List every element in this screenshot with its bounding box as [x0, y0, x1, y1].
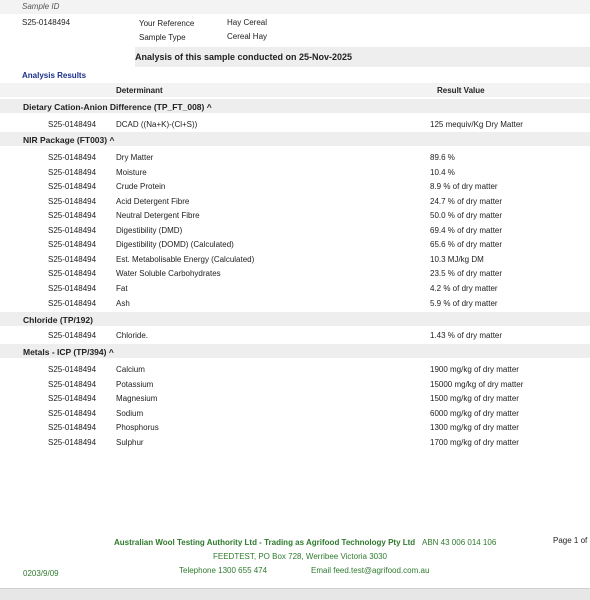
your-reference-label: Your Reference — [139, 19, 195, 28]
table-cell-sample-id: S25-0148494 — [48, 225, 97, 235]
section-title: Dietary Cation-Anion Difference (TP_FT_008) ^ — [23, 102, 212, 112]
table-cell-sample-id: S25-0148494 — [48, 167, 97, 177]
sample-id-label: Sample ID — [22, 2, 60, 11]
table-cell-determinant: Sodium — [116, 408, 144, 418]
footer-address: FEEDTEST, PO Box 728, Werribee Victoria 3030 — [213, 552, 388, 561]
table-cell-determinant: Chloride. — [116, 331, 149, 340]
table-cell-result: 24.7 % of dry matter — [430, 196, 503, 206]
table-cell-sample-id: S25-0148494 — [48, 394, 97, 404]
table-cell-sample-id: S25-0148494 — [48, 120, 97, 129]
table-cell-determinant: Calcium — [116, 365, 145, 374]
analysis-date-banner — [135, 47, 590, 67]
determinant-column-header: Determinant — [116, 86, 163, 95]
table-cell-determinant: Neutral Detergent Fibre — [116, 211, 200, 221]
your-reference-value: Hay Cereal — [227, 18, 268, 27]
table-cell-result: 10.3 MJ/kg DM — [430, 254, 484, 264]
table-cell-sample-id: S25-0148494 — [48, 211, 97, 221]
footer-telephone: Telephone 1300 655 474 — [179, 566, 268, 575]
analysis-date-text: Analysis of this sample conducted on 25-Nov-2025 — [135, 52, 353, 62]
table-cell-result: 69.4 % of dry matter — [430, 225, 503, 235]
table-cell-sample-id: S25-0148494 — [48, 379, 97, 389]
table-cell-determinant: Water Soluble Carbohydrates — [116, 269, 221, 279]
sample-id-header-strip — [0, 0, 590, 14]
table-cell-result: 65.6 % of dry matter — [430, 240, 503, 250]
next-page-edge — [0, 589, 590, 600]
table-cell-sample-id: S25-0148494 — [48, 365, 97, 374]
section-header — [0, 312, 590, 326]
footer-authority: Australian Wool Testing Authority Ltd - Trading as Agrifood Technology Pty Ltd — [114, 538, 416, 547]
table-cell-determinant: Digestibility (DOMD) (Calculated) — [116, 240, 234, 250]
table-cell-sample-id: S25-0148494 — [48, 331, 97, 340]
table-cell-determinant: Moisture — [116, 167, 147, 177]
table-cell-determinant: Fat — [116, 283, 128, 293]
table-cell-result: 1300 mg/kg of dry matter — [430, 423, 519, 433]
section-title: Metals - ICP (TP/394) ^ — [23, 347, 114, 357]
table-cell-result: 125 mequiv/Kg Dry Matter — [430, 120, 523, 129]
table-cell-result: 1.43 % of dry matter — [430, 331, 503, 340]
table-cell-result: 10.4 % — [430, 167, 455, 177]
sample-type-value: Cereal Hay — [227, 32, 268, 41]
table-cell-result: 4.2 % of dry matter — [430, 283, 498, 293]
table-cell-result: 50.0 % of dry matter — [430, 211, 503, 221]
section-header — [0, 99, 590, 113]
table-cell-sample-id: S25-0148494 — [48, 298, 97, 308]
section-title: NIR Package (FT003) ^ — [23, 135, 115, 145]
table-cell-result: 89.6 % — [430, 153, 455, 162]
table-cell-result: 1500 mg/kg of dry matter — [430, 394, 519, 404]
sample-id-value: S25-0148494 — [22, 18, 71, 27]
table-cell-sample-id: S25-0148494 — [48, 182, 97, 192]
table-cell-determinant: Sulphur — [116, 437, 144, 447]
analysis-results-title: Analysis Results — [22, 71, 87, 80]
section-header — [0, 132, 590, 146]
table-cell-determinant: Crude Protein — [116, 182, 166, 192]
table-cell-determinant: Phosphorus — [116, 423, 159, 433]
table-cell-sample-id: S25-0148494 — [48, 153, 97, 162]
page-number: Page 1 of — [553, 536, 588, 545]
table-cell-determinant: Magnesium — [116, 394, 158, 404]
footer-abn: ABN 43 006 014 106 — [422, 538, 497, 547]
table-cell-sample-id: S25-0148494 — [48, 437, 97, 447]
table-cell-determinant: Est. Metabolisable Energy (Calculated) — [116, 254, 255, 264]
table-cell-sample-id: S25-0148494 — [48, 196, 97, 206]
table-cell-determinant: Digestibility (DMD) — [116, 225, 183, 235]
table-cell-result: 1900 mg/kg of dry matter — [430, 365, 519, 374]
table-cell-result: 15000 mg/kg of dry matter — [430, 379, 524, 389]
result-column-header: Result Value — [437, 86, 485, 95]
table-cell-result: 6000 mg/kg of dry matter — [430, 408, 519, 418]
table-cell-determinant: Acid Detergent Fibre — [116, 196, 190, 206]
sample-type-label: Sample Type — [139, 33, 186, 42]
table-cell-result: 8.9 % of dry matter — [430, 182, 498, 192]
table-cell-sample-id: S25-0148494 — [48, 408, 97, 418]
table-cell-sample-id: S25-0148494 — [48, 254, 97, 264]
section-title: Chloride (TP/192) — [23, 315, 93, 325]
table-cell-result: 5.9 % of dry matter — [430, 298, 498, 308]
table-cell-sample-id: S25-0148494 — [48, 283, 97, 293]
table-cell-sample-id: S25-0148494 — [48, 240, 97, 250]
table-cell-determinant: Dry Matter — [116, 153, 154, 162]
table-cell-determinant: Potassium — [116, 379, 154, 389]
table-cell-sample-id: S25-0148494 — [48, 423, 97, 433]
table-cell-sample-id: S25-0148494 — [48, 269, 97, 279]
footer-code: 0203/9/09 — [23, 569, 59, 578]
footer-email: Email feed.test@agrifood.com.au — [311, 566, 430, 575]
table-cell-determinant: Ash — [116, 298, 130, 308]
section-header — [0, 344, 590, 358]
table-cell-result: 1700 mg/kg of dry matter — [430, 437, 519, 447]
table-cell-result: 23.5 % of dry matter — [430, 269, 503, 279]
column-header-row — [0, 83, 590, 97]
table-cell-determinant: DCAD ((Na+K)-(Cl+S)) — [116, 120, 198, 129]
